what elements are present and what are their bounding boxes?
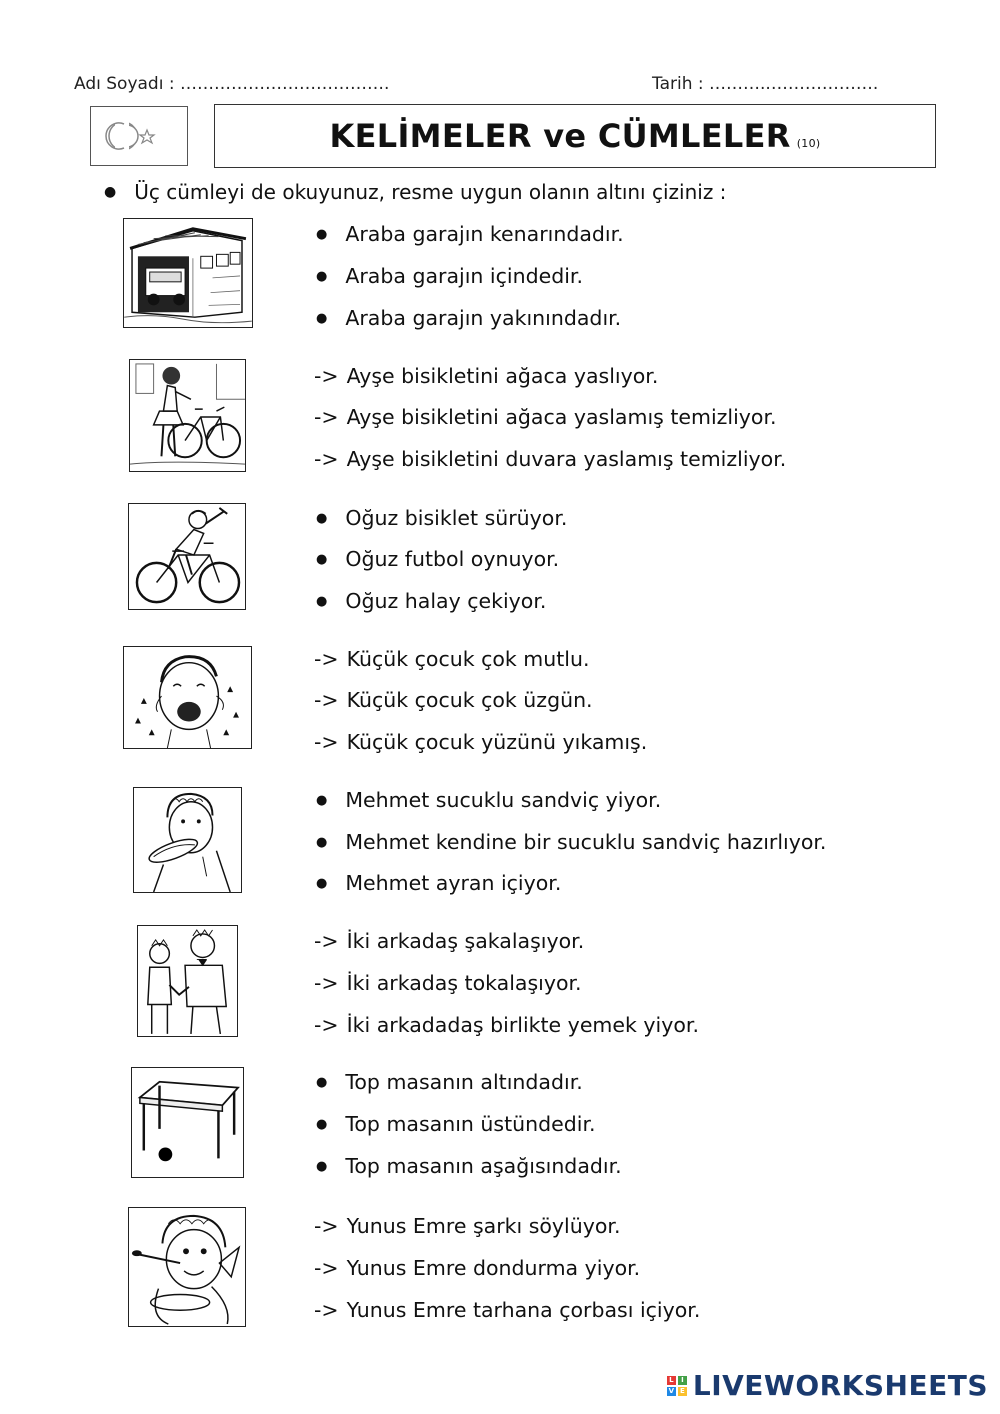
logo-tile: I <box>678 1376 687 1385</box>
sentence-option[interactable] <box>314 690 593 711</box>
sentence-text: Araba garajın kenarındadır. <box>345 222 624 246</box>
bullet-icon: ● <box>316 1074 328 1090</box>
sentence-option[interactable] <box>314 449 786 470</box>
arrow-marker: -> <box>314 971 339 995</box>
sentence-option[interactable] <box>314 873 561 894</box>
name-field-label: Adı Soyadı : ………………………………. <box>74 74 390 94</box>
arrow-marker: -> <box>314 688 339 712</box>
logo-tile: L <box>667 1376 676 1385</box>
title-text: KELİMELER ve CÜMLELER <box>329 117 791 155</box>
sentence-text: İki arkadaş şakalaşıyor. <box>346 929 585 953</box>
bullet-icon: ● <box>316 1116 328 1132</box>
sentence-text: Araba garajın yakınındadır. <box>345 306 622 330</box>
instruction <box>104 180 726 204</box>
sentence-text: Küçük çocuk çok mutlu. <box>346 647 590 671</box>
logo-tile: V <box>668 1386 675 1395</box>
logo-tile: E <box>678 1387 687 1396</box>
sentence-option[interactable] <box>314 1156 622 1177</box>
bullet-icon: ● <box>316 875 328 891</box>
sentence-text: Ayşe bisikletini ağaca yaslamış temizliyor. <box>346 405 777 429</box>
sentence-text: İki arkadaş tokalaşıyor. <box>346 971 582 995</box>
arrow-marker: -> <box>314 364 339 388</box>
sentence-option[interactable] <box>314 591 546 612</box>
sentence-text: Oğuz halay çekiyor. <box>345 589 547 613</box>
sentence-text: Mehmet kendine bir sucuklu sandviç hazırlıyor. <box>345 830 827 854</box>
sentence-option[interactable] <box>314 1258 640 1279</box>
bullet-icon: ● <box>316 792 328 808</box>
sentence-option[interactable] <box>314 790 661 811</box>
bullet-icon: ● <box>316 510 328 526</box>
sentence-text: Ayşe bisikletini ağaca yaslıyor. <box>346 364 659 388</box>
turkish-flag-icon <box>90 106 188 166</box>
arrow-marker: -> <box>314 647 339 671</box>
arrow-marker: -> <box>314 1013 339 1037</box>
arrow-marker: -> <box>314 730 339 754</box>
sentence-option[interactable] <box>314 832 826 853</box>
sentence-option[interactable] <box>314 973 582 994</box>
arrow-marker: -> <box>314 1256 339 1280</box>
sentence-option[interactable] <box>314 1072 583 1093</box>
arrow-marker: -> <box>314 1298 339 1322</box>
sentence-text: Ayşe bisikletini duvara yaslamış temizliyor. <box>346 447 787 471</box>
crying-child-picture <box>123 646 252 749</box>
sentence-text: İki arkadadaş birlikte yemek yiyor. <box>346 1013 699 1037</box>
sentence-text: Küçük çocuk çok üzgün. <box>346 688 593 712</box>
sentence-option[interactable] <box>314 308 621 329</box>
sentence-option[interactable] <box>314 931 584 952</box>
two-friends-shaking-hands-picture <box>137 925 238 1037</box>
sentence-option[interactable] <box>314 1216 621 1237</box>
title-box <box>214 104 936 168</box>
arrow-marker: -> <box>314 929 339 953</box>
boy-eating-sandwich-picture <box>133 787 242 893</box>
sentence-option[interactable] <box>314 266 583 287</box>
sentence-option[interactable] <box>314 649 590 670</box>
arrow-marker: -> <box>314 1214 339 1238</box>
sentence-option[interactable] <box>314 1300 700 1321</box>
arrow-marker: -> <box>314 447 339 471</box>
bullet-icon: ● <box>316 1158 328 1174</box>
page-title <box>330 117 821 155</box>
car-in-garage-picture <box>123 218 253 328</box>
sentence-text: Yunus Emre şarkı söylüyor. <box>346 1214 621 1238</box>
bullet-icon: ● <box>104 184 117 200</box>
sentence-option[interactable] <box>314 224 624 245</box>
sentence-text: Top masanın aşağısındadır. <box>345 1154 622 1178</box>
bullet-icon: ● <box>316 834 328 850</box>
sentence-text: Oğuz futbol oynuyor. <box>345 547 560 571</box>
sentence-text: Küçük çocuk yüzünü yıkamış. <box>346 730 648 754</box>
title-points: (10) <box>796 137 821 150</box>
logo-tiles-icon <box>667 1376 687 1396</box>
sentence-option[interactable] <box>314 1015 699 1036</box>
sentence-option[interactable] <box>314 366 658 387</box>
instruction-text: Üç cümleyi de okuyunuz, resme uygun olanın altını çiziniz : <box>134 180 727 204</box>
sentence-text: Top masanın altındadır. <box>345 1070 583 1094</box>
sentence-text: Mehmet sucuklu sandviç yiyor. <box>345 788 662 812</box>
sentence-text: Top masanın üstündedir. <box>345 1112 596 1136</box>
sentence-option[interactable] <box>314 549 559 570</box>
liveworksheets-logo <box>667 1369 988 1402</box>
ball-under-table-picture <box>131 1067 244 1178</box>
sentence-text: Araba garajın içindedir. <box>345 264 583 288</box>
bullet-icon: ● <box>316 310 328 326</box>
bullet-icon: ● <box>316 593 328 609</box>
date-field-label: Tarih : ………..………………. <box>652 74 879 94</box>
sentence-option[interactable] <box>314 1114 596 1135</box>
sentence-text: Oğuz bisiklet sürüyor. <box>345 506 568 530</box>
sentence-text: Mehmet ayran içiyor. <box>345 871 562 895</box>
sentence-option[interactable] <box>314 407 777 428</box>
bullet-icon: ● <box>316 226 328 242</box>
bullet-icon: ● <box>316 551 328 567</box>
sentence-text: Yunus Emre tarhana çorbası içiyor. <box>346 1298 701 1322</box>
sentence-option[interactable] <box>314 508 567 529</box>
sentence-text: Yunus Emre dondurma yiyor. <box>346 1256 641 1280</box>
arrow-marker: -> <box>314 405 339 429</box>
logo-text: LIVEWORKSHEETS <box>692 1369 988 1402</box>
boy-riding-bicycle-picture <box>128 503 246 610</box>
girl-cleaning-bicycle-picture <box>129 359 246 472</box>
bullet-icon: ● <box>316 268 328 284</box>
child-eating-soup-picture <box>128 1207 246 1327</box>
sentence-option[interactable] <box>314 732 647 753</box>
